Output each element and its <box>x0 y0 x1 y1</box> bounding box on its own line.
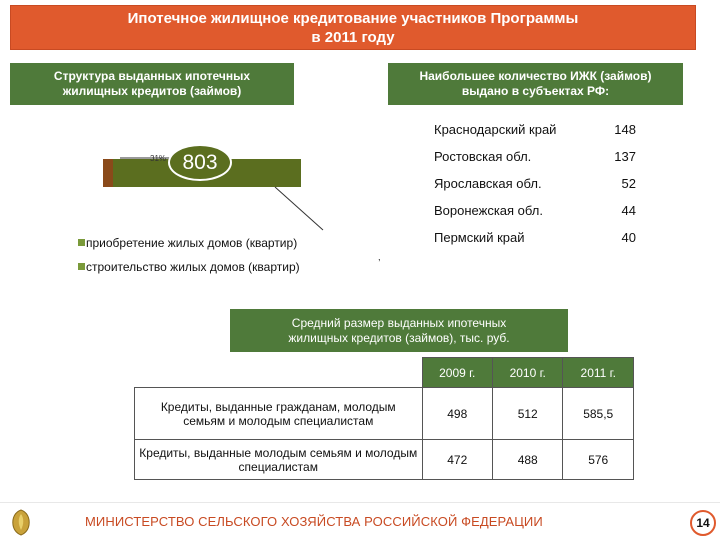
table-cell: 585,5 <box>563 388 634 440</box>
emblem-icon-svg <box>8 508 34 536</box>
legend-item-purchase <box>78 234 297 252</box>
region-row <box>434 203 664 230</box>
table-cell: 512 <box>492 388 562 440</box>
table-header-cell: 2009 г. <box>422 358 492 388</box>
legend-label-construction: строительство жилых домов (квартир) <box>86 260 300 274</box>
regions-heading-line-1: Наибольшее количество ИЖК (займов) <box>419 69 652 83</box>
region-name: Воронежская обл. <box>434 203 543 218</box>
bar-value-badge <box>168 144 232 181</box>
regions-heading-line-2: выдано в субъектах РФ: <box>461 84 610 98</box>
table-row <box>135 388 634 440</box>
region-row <box>434 176 664 203</box>
region-row <box>434 149 664 176</box>
table-cell: 498 <box>422 388 492 440</box>
average-heading-line-2: жилищных кредитов (займов), тыс. руб. <box>288 330 510 345</box>
table-header-cell: 2011 г. <box>563 358 634 388</box>
footer-ministry-text: МИНИСТЕРСТВО СЕЛЬСКОГО ХОЗЯЙСТВА РОССИЙСКОЙ ФЕДЕРАЦИИ <box>85 514 543 529</box>
region-value: 40 <box>621 230 636 245</box>
region-row <box>434 122 664 149</box>
table-cell: 472 <box>422 440 492 480</box>
legend-label-purchase: приобретение жилых домов (квартир) <box>86 236 298 250</box>
footer-divider <box>0 502 720 503</box>
region-name: Пермский край <box>434 230 525 245</box>
structure-heading <box>10 63 294 105</box>
region-row <box>434 230 664 257</box>
bar-small-label: 31% <box>150 154 167 163</box>
leader-line-right <box>275 187 323 230</box>
region-name: Краснодарский край <box>434 122 557 137</box>
region-name: Ярославская обл. <box>434 176 542 191</box>
table-cell: 488 <box>492 440 562 480</box>
bar-value-label: 803 <box>182 151 218 174</box>
table-header-cell: 2010 г. <box>492 358 562 388</box>
table-cell: 576 <box>563 440 634 480</box>
title-line-2: в 2011 году <box>311 28 395 46</box>
table-header-empty <box>135 358 423 388</box>
region-name: Ростовская обл. <box>434 149 532 164</box>
regions-list <box>434 122 664 257</box>
regions-heading <box>388 63 683 105</box>
region-value: 52 <box>621 176 636 191</box>
structure-heading-line-2: жилищных кредитов (займов) <box>62 84 242 98</box>
average-heading-line-1: Средний размер выданных ипотечных <box>291 315 507 330</box>
region-value: 44 <box>621 203 636 218</box>
structure-heading-line-1: Структура выданных ипотечных <box>53 69 251 83</box>
page-number: 14 <box>696 516 710 530</box>
legend-swatch-purchase <box>78 239 85 246</box>
legend-swatch-construction <box>78 263 85 270</box>
region-value: 137 <box>614 149 636 164</box>
table-header-row <box>135 358 634 388</box>
average-heading <box>230 309 568 352</box>
page-number-badge <box>690 510 716 536</box>
legend-item-construction <box>78 258 300 276</box>
stray-mark: , <box>378 252 381 262</box>
table-row <box>135 440 634 480</box>
table-row-label: Кредиты, выданные гражданам, молодым семьям и молодым специалистам <box>135 388 423 440</box>
page-title <box>10 5 696 50</box>
average-table <box>134 357 634 480</box>
title-line-1: Ипотечное жилищное кредитование участников Программы <box>127 9 579 27</box>
table-row-label: Кредиты, выданные молодым семьям и молодым специалистам <box>135 440 423 480</box>
emblem-icon <box>8 508 34 536</box>
region-value: 148 <box>614 122 636 137</box>
